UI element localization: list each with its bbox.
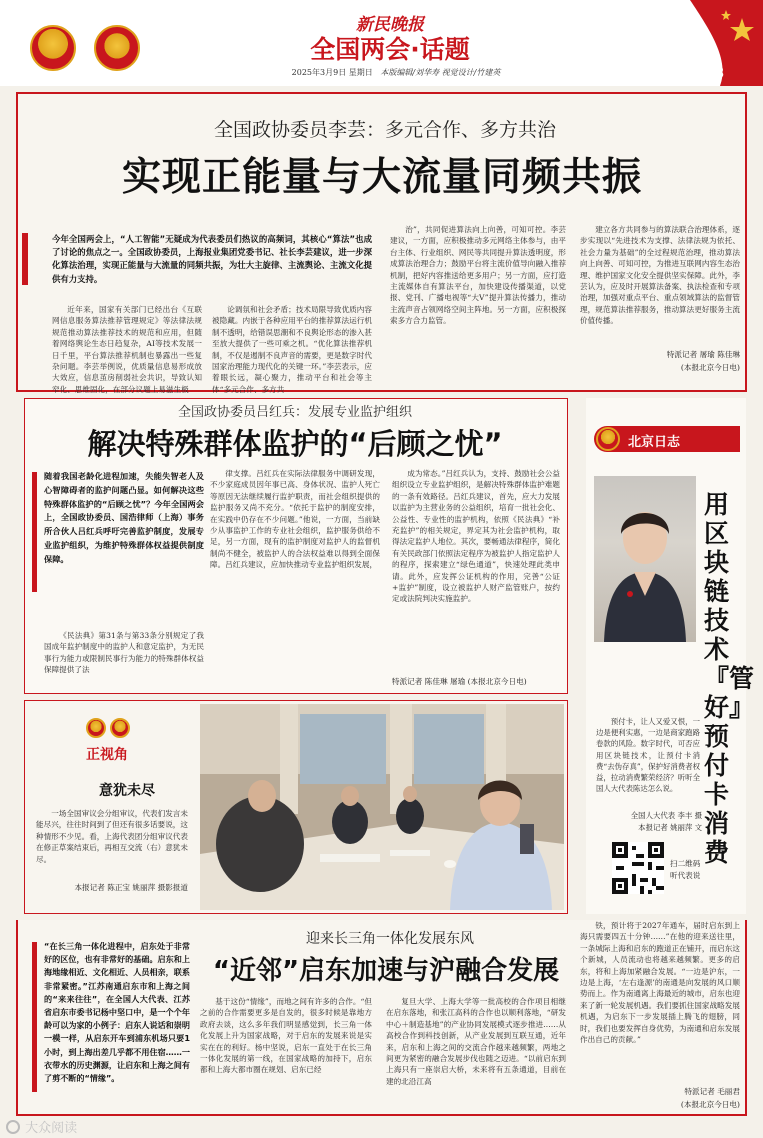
article3-source: (本报北京今日电)	[680, 1100, 740, 1109]
article1-source: (本报北京今日电)	[680, 363, 740, 372]
article3-kicker: 迎来长三角一体化发展东风	[306, 931, 474, 947]
sidebar-byline2: 本报记者 姚丽萍 文	[638, 823, 702, 832]
beijing-log-emblem-icon	[596, 427, 620, 451]
article2-headline: 解决特殊群体监护的“后顾之忧”	[87, 427, 503, 461]
watermark-text: 大众阅读	[25, 1121, 78, 1136]
portrait-illustration	[594, 476, 696, 642]
newspaper-name: 新民晚报	[356, 15, 424, 35]
delegate-photo	[594, 476, 696, 642]
article1-col3: 治”，共同促进算法向上向善，可知可控。李芸建议，一方面，应积极推动多元网络主体参与，由平台主体、行业组织、网民等共同提升算法透明度，形成算法治理合力；鼓励平台将主流价值导向融入推荐机制，把好内容推送给更多用户；另一方面，应打造主流媒体自有算法平台，加快建设传播渠道，以党报、党刊、广播电视等“大V”提升算法传播力，推动主流声音占领网络空间主阵地。另一方面，应积极探索多方合力监管。	[390, 225, 566, 326]
article1-col2: 论调氛和社会矛盾；技术局限导致优质内容被隐藏。内嵌于各种应用平台的推荐算法运行机制不透明，给错误思潮和不良舆论形态的渗入甚至放大提供了一些可乘之机。“优化算法推荐机制，不仅是遏制不良声音的需要，更是数字时代国家治理能力现代化的关键一环。”李芸表示，应着眼长远，凝心聚力，推动平台和社会等主体“多元合作、多方共	[212, 305, 372, 394]
watermark-logo	[6, 1116, 146, 1136]
article1-byline: 特派记者 屠瑜 陈佳琳	[666, 350, 740, 359]
article2-kicker: 全国政协委员吕红兵：发展专业监护组织	[177, 405, 412, 420]
zheng-body: 一场全国审议会分组审议，代表们发言未能尽兴，往往时间到了但还有很多话要说，这种情形不少见。看，上海代表团分组审议代表在修正草案结束后，再相互交流（右）意犹未尽。	[36, 809, 188, 864]
article3-lead: “在长三角一体化进程中，启东处于非常好的区位，也有非常好的基础。启东和上海地缘相近、文化相近、人员相亲，联系非常紧密。”江苏南通启东市和上海之间的“来来往往”，在全国人大代表、江苏省启东市委书记杨中坚口中，是一个个年龄可以为家的小例子：启东人说话和崇明一模一样，从启东开车到浦东机场只要1小时，到上海出差几乎都不用住宿……一衣带水的历史渊源，让启东和上海之间有了剪不断的“情缘”。	[44, 941, 190, 1084]
watermark-icon	[6, 1120, 20, 1134]
article3-col1: 基于这份“情缘”，而地之间有许多的合作。“但之前的合作需要更多是自发的，很多时候是靠地方政府去谈，这么多年我们明显感觉到，长三角一体化发展上升为国家战略，对于启东的发展来说是实实在在的利好。杨中坚说，启东一直处于在长三角一体化发展的第一线，在国家战略的加持下，启东都和上海大都市圈在规划、启东已经	[200, 997, 372, 1075]
section-title: 全国两会·话题	[310, 35, 470, 64]
article2-col2: 成为常态。”吕红兵认为，支持、鼓励社会公益组织设立专业监护组织，是解决特殊群体监护难题的一条有效路径。吕红兵建议，首先，应大力发展以监护为主营业务的公益组织，培育一批社会化、公益性、专业性的监护机构，依照《民法典》“补充监护”的相关规定，界定其为社会监护机构，取得法定监护人地位。其次，要畅通法律程序，简化有关民政部门依照法定程序为被监护人指定监护人的程序，探索建立“绿色通道”，快速处理此类申请。此外，应发挥公证机构的作用，完善“公证+监护”制度，设立被监护人财产监管账户，按约定或法院判决实施监护。	[392, 469, 560, 604]
article2-source: (本报北京今日电)	[467, 677, 527, 686]
article1-lead: 今年全国两会上，“人工智能”无疑成为代表委员们热议的高频词，其核心“算法”也成了讨论的焦点之一。全国政协委员，上海报业集团党委书记、社长李芸建议，进一步深化算法治理，实现正能量与大流量的同频共振，为壮大主旋律、主流舆论、主流文化提供有力支持。	[52, 234, 372, 284]
article1-kicker: 全国政协委员李芸：多元合作、多方共治	[213, 119, 556, 141]
date-line	[236, 67, 556, 78]
article3-byline: 特派记者 毛丽君	[684, 1087, 740, 1096]
article2-byline	[392, 676, 562, 687]
lead-marker-2	[32, 472, 37, 592]
sidebar-body: 预付卡，让人又爱又恨，一边是便利实惠，一边是商家跑路卷款的风险。数字时代，可否应用区块链技术，让预付卡消费“去伪存真”，保护好消费者权益，拉动消费繁荣经济？听听全国人大代表陈达怎么说。	[596, 717, 700, 794]
qr-code-icon[interactable]	[612, 842, 664, 894]
article1-col4: 建立各方共同参与的算法联合治理体系，逐步实现以“先进技术为支撑、法律法规为依托、社会力量为基础”的全过程规范治理，推动算法向上向善、可知可控，为推进互联网内容生态治理、维护国家文化安全提供坚实保障。此外，李芸认为，应及时开展算法备案、执法检查和专项治理，加强对重点平台、重点领域算法的监督管理，规范算法推荐服务，推动算法更好服务主流价值传播。	[580, 225, 740, 326]
article1-headline: 实现正能量与大流量同频共振	[121, 155, 642, 200]
cppcc-emblem-icon	[94, 25, 140, 71]
meeting-photo-illustration	[200, 704, 564, 910]
sidebar-headline: 用区块链技术『管好』预付卡消费	[704, 490, 755, 867]
article2-col0: 《民法典》第31条与第33条分别规定了我国成年监护制度中的监护人和意定监护，为无民事行为能力或限制民事行为能力的特殊群体权益保障提供了法	[44, 631, 204, 675]
article3-headline: “近邻”启东加速与沪融合发展	[212, 956, 560, 986]
zheng-shijiao-tag: 正视角	[86, 747, 128, 763]
masthead	[0, 0, 763, 86]
qr-caption: 扫二维码 听代表说	[670, 859, 701, 880]
national-emblem-icon	[30, 25, 76, 71]
zheng-title: 意犹未尽	[99, 783, 155, 799]
meeting-photo	[200, 704, 564, 910]
photo-feature-emblem-2-icon	[110, 718, 130, 738]
article1-col1: 近年来，国家有关部门已经出台《互联网信息服务算法推荐管理规定》等法律法规规范推动算法推荐技术的规范和应用，但随着网络舆论生态日趋复杂，AI等技术发展一日千里，平台算法推荐机制也暴露出一些复杂问题。李芸举例说，优质量信息易形成放大效应，信息茧房削弱社会共识，导致认知窄化、思维固化，在部分议题上易滋生极	[52, 305, 202, 394]
lead-marker-3	[32, 942, 37, 1092]
page-number: 3	[714, 64, 725, 82]
date-text: 2025年3月9日 星期日	[291, 68, 373, 77]
lead-marker	[22, 233, 28, 285]
editor-credits: 本版编辑/刘华寿 视觉设计/竹建英	[380, 68, 501, 77]
sidebar-byline1: 全国人大代表 李丰 摄	[630, 811, 702, 820]
article2-byline-names: 特派记者 陈佳琳 屠瑜	[392, 677, 466, 686]
article3-col2: 复旦大学、上海大学等一批高校的合作项目相继在启东落地，和张江高科的合作也以顺利落地，“研发中心＋制造基地”的产业协同发展模式逐步推进……从高校合作到科技创新，从产业发展到互联互通，近年来，启东和上海之间的交流合作越来越频繁，两地之间更为紧密的融合发展步伐也随之迈进。“以前启东到上海只有一座崇启大桥，未来将有五条通道，目前在建的北沿江高	[386, 997, 566, 1086]
zheng-byline: 本报记者 陈正宝 姚丽萍 摄影报道	[74, 883, 188, 892]
article2-lead: 随着我国老龄化进程加速，失能失智老人及心智障碍者的监护问题凸显。如何解决这些特殊群体监护的“后顾之忧”？今年全国两会上，全国政协委员、国浩律师（上海）事务所合伙人吕红兵呼吁完善监护制度，发展专业监护组织，为维护特殊群体权益提供制度保障。	[44, 471, 204, 564]
photo-feature-emblem-1-icon	[86, 718, 106, 738]
article3-col3: 铁，预计将于2027年通车，届时启东到上海只需要四五十分钟……”在他的迎来送往里，一条城际上海和启东的跑道正在铺开，而启东这个新城，人员流动也将越来越频繁。更多的启东，将和上海加紧融合发展。“一边是沪东，一边是上海，‘左右逢源’的南通是向发展的风口顺势而上。作为南通离上海最近的城市，启东也迎来了新一轮发展机遇。我们要抓住国家战略发展机遇，为启东下一步发展插上腾飞的翅膀，同时，我们也要发挥自身优势，为南通和启东发展作出自己的贡献。”	[580, 921, 740, 1045]
beijing-log-label: 北京日志	[628, 435, 681, 450]
article2-col1: 律支撑。吕红兵在实际法律服务中调研发现，不少家庭成员因年事已高、身体状况、监护人死亡等原因无法继续履行监护职责，而社会组织提供的监护服务又尚不充分。“依托于监护的制度安排，在实践中仍存在不少问题。”他说，一方面，当前缺少从事监护工作的专业社会组织，监护服务供给不足，另一方面，现有的监护制度对监护人的监督机制尚不健全，被监护人的合法权益难以得到全面保障。吕红兵建议，应加快推动专业监护组织发展，	[210, 469, 380, 570]
